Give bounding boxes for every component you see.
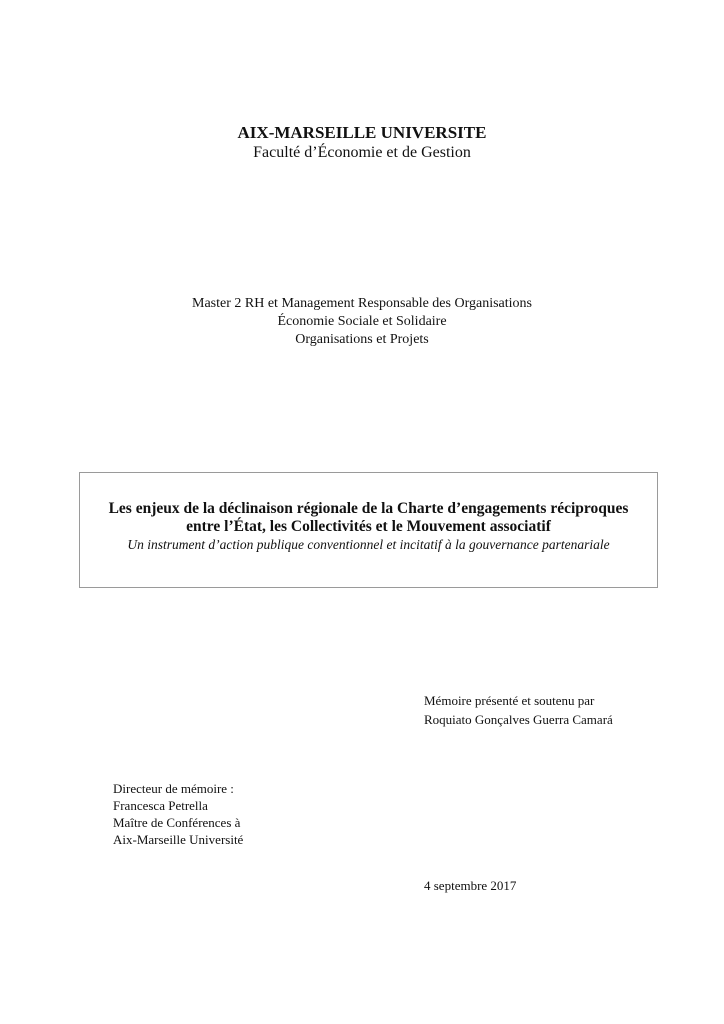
defense-date: 4 septembre 2017	[424, 878, 517, 893]
thesis-title-box	[79, 472, 658, 588]
thesis-subtitle: Un instrument d’action publique conventionnel et incitatif à la gouvernance partenariale	[127, 537, 610, 552]
university-name: AIX-MARSEILLE UNIVERSITE	[237, 123, 487, 142]
director-label: Directeur de mémoire :	[113, 781, 234, 796]
director-block	[113, 780, 243, 848]
program-block	[0, 295, 724, 349]
thesis-title-line: entre l’État, les Collectivités et le Mouvement associatif	[186, 518, 551, 535]
author-block	[424, 691, 613, 729]
director-institution: Aix-Marseille Université	[113, 832, 244, 847]
director-role: Maître de Conférences à	[113, 815, 241, 830]
program-line: Master 2 RH et Management Responsable des Organisations	[192, 296, 532, 311]
author-name: Roquiato Gonçalves Guerra Camará	[424, 712, 613, 727]
thesis-title	[80, 500, 657, 536]
author-intro: Mémoire présenté et soutenu par	[424, 693, 595, 708]
program-line: Économie Sociale et Solidaire	[277, 314, 447, 329]
program-line: Organisations et Projets	[295, 332, 429, 347]
faculty-name: Faculté d’Économie et de Gestion	[253, 144, 471, 161]
director-name: Francesca Petrella	[113, 798, 208, 813]
thesis-title-line: Les enjeux de la déclinaison régionale de la Charte d’engagements réciproques	[108, 500, 629, 517]
